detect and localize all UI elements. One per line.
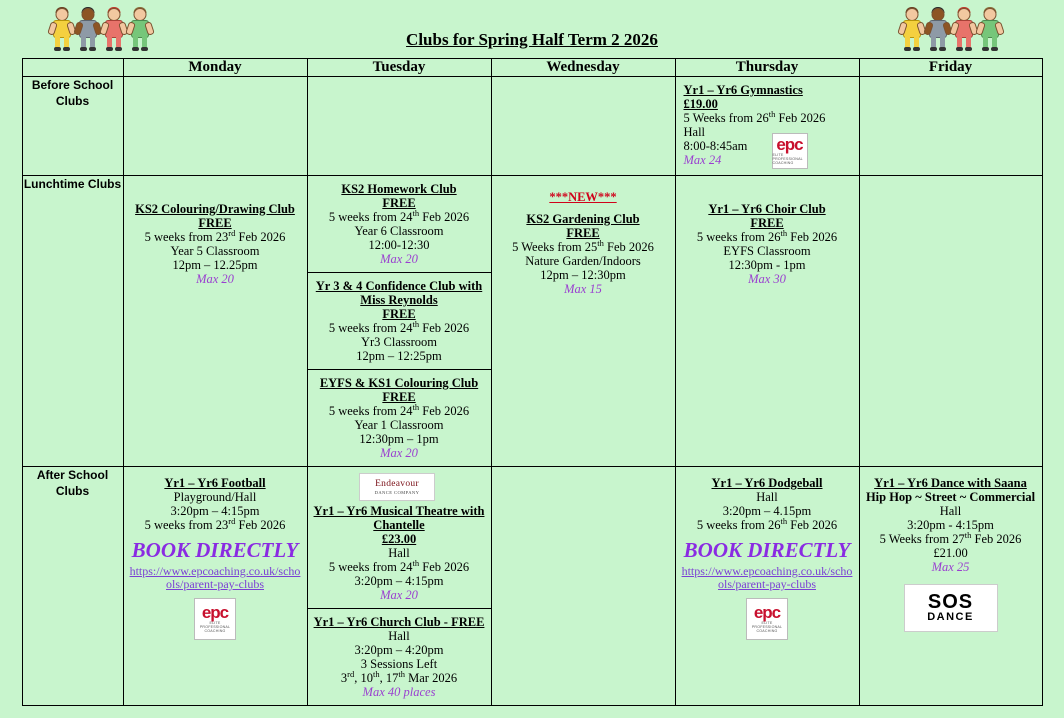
children-clipart-right <box>900 8 1002 52</box>
sos-logo-line1: SOS <box>927 590 974 613</box>
row-label-lunchtime: Lunchtime Clubs <box>22 176 123 467</box>
club-name: KS2 Homework Club <box>341 182 457 196</box>
club-weeks: 5 weeks from 24th Feb 2026 <box>328 557 470 574</box>
club-gardening <box>492 176 675 302</box>
club-confidence <box>308 272 491 369</box>
club-weeks: 5 Weeks from 25th Feb 2026 <box>512 237 654 254</box>
cell-lunch-tuesday <box>307 176 491 467</box>
club-time: 12:00-12:30 <box>368 238 430 252</box>
club-musical-theatre <box>308 467 491 608</box>
club-price: FREE <box>750 216 784 230</box>
cell-lunch-monday <box>123 176 307 467</box>
club-time: 3:20pm - 4:15pm <box>907 518 994 532</box>
club-weeks: 5 Weeks from 26th Feb 2026 <box>683 108 826 125</box>
club-location: Hall <box>756 490 778 504</box>
club-weeks: 5 weeks from 23rd Feb 2026 <box>144 227 286 244</box>
child-figure-icon <box>926 8 950 52</box>
cell-after-thursday <box>675 467 859 706</box>
club-location: Year 1 Classroom <box>354 418 444 432</box>
club-location: Hall <box>388 629 410 643</box>
club-dance <box>860 467 1042 638</box>
club-time: 12pm – 12:25pm <box>356 349 442 363</box>
club-location: Year 5 Classroom <box>170 244 260 258</box>
cell-lunch-wednesday <box>491 176 675 467</box>
club-location: Hall <box>683 125 706 139</box>
club-name: Yr1 – Yr6 Dance with Saana <box>874 476 1027 490</box>
child-figure-icon <box>900 8 924 52</box>
page-header <box>0 0 1064 58</box>
cell-after-monday <box>123 467 307 706</box>
club-location: EYFS Classroom <box>723 244 811 258</box>
table-row-before-school <box>22 77 1042 176</box>
epc-logo-icon: epc ELITE PROFESSIONAL COACHING <box>746 598 788 640</box>
table-corner-cell <box>22 59 123 77</box>
page-title: Clubs for Spring Half Term 2 2026 <box>406 30 658 49</box>
club-time: 12:30pm - 1pm <box>728 258 806 272</box>
club-weeks: 5 weeks from 24th Feb 2026 <box>328 318 470 335</box>
club-weeks: 5 weeks from 26th Feb 2026 <box>696 227 838 244</box>
club-name: EYFS & KS1 Colouring Club <box>319 376 479 390</box>
club-time: 3:20pm – 4:15pm <box>354 574 444 588</box>
club-location: Nature Garden/Indoors <box>525 254 641 268</box>
club-max: Max 40 places <box>362 685 436 699</box>
child-figure-icon <box>978 8 1002 52</box>
club-choir <box>676 176 859 292</box>
club-price: FREE <box>382 307 416 321</box>
cell-before-tuesday <box>307 77 491 176</box>
cell-after-tuesday <box>307 467 491 706</box>
club-location: Hall <box>388 546 410 560</box>
club-location: Yr3 Classroom <box>360 335 438 349</box>
cell-lunch-friday <box>859 176 1042 467</box>
club-price: £19.00 <box>683 97 718 111</box>
club-price: FREE <box>198 216 232 230</box>
club-time: 12:30pm – 1pm <box>359 432 439 446</box>
club-weeks: 5 weeks from 24th Feb 2026 <box>328 401 470 418</box>
row-label-before-school: Before School Clubs <box>22 77 123 176</box>
club-max: Max 20 <box>196 272 234 286</box>
sos-dance-logo-icon <box>904 584 998 632</box>
club-style: Hip Hop ~ Street ~ Commercial <box>865 490 1036 504</box>
cell-after-friday <box>859 467 1042 706</box>
club-location: Year 6 Classroom <box>354 224 444 238</box>
club-name: Yr1 – Yr6 Dodgeball <box>711 476 823 490</box>
cell-after-wednesday <box>491 467 675 706</box>
club-max: Max 20 <box>380 588 418 602</box>
club-name: Yr1 – Yr6 Church Club - FREE <box>313 615 485 629</box>
club-time: 12pm – 12.25pm <box>172 258 258 272</box>
club-time: 3:20pm – 4:20pm <box>354 643 444 657</box>
club-colouring-drawing <box>124 176 307 292</box>
club-dodgeball <box>676 467 859 646</box>
cell-before-thursday <box>675 77 859 176</box>
club-time: 3:20pm – 4:15pm <box>170 504 260 518</box>
column-header-wednesday: Wednesday <box>491 59 675 77</box>
new-badge: ***NEW*** <box>549 190 617 204</box>
column-header-tuesday: Tuesday <box>307 59 491 77</box>
row-label-after-school: After School Clubs <box>22 467 123 706</box>
sos-logo-line2: DANCE <box>927 610 974 623</box>
cell-before-monday <box>123 77 307 176</box>
club-weeks: 5 weeks from 23rd Feb 2026 <box>144 515 286 532</box>
club-time: 8:00-8:45am <box>683 139 748 153</box>
club-location: Playground/Hall <box>173 490 257 504</box>
book-directly-text: BOOK DIRECTLY <box>131 538 299 562</box>
club-name: KS2 Gardening Club <box>526 212 640 226</box>
club-price: FREE <box>566 226 600 240</box>
club-time: 12pm – 12:30pm <box>540 268 626 282</box>
cell-lunch-thursday <box>675 176 859 467</box>
club-name: Yr1 – Yr6 Musical Theatre with Chantelle <box>313 504 485 532</box>
club-eyfs-ks1-colouring <box>308 369 491 466</box>
club-name: KS2 Colouring/Drawing Club <box>135 202 295 216</box>
club-price: £23.00 <box>381 532 417 546</box>
club-price: £21.00 <box>933 546 968 560</box>
book-directly-text: BOOK DIRECTLY <box>683 538 851 562</box>
club-price: FREE <box>382 196 416 210</box>
club-weeks: 5 weeks from 26th Feb 2026 <box>696 515 838 532</box>
booking-link[interactable]: https://www.epcoaching.co.uk/schools/parent-pay-clubs <box>129 563 301 592</box>
club-football <box>124 467 307 646</box>
club-weeks: 5 weeks from 24th Feb 2026 <box>328 207 470 224</box>
table-header-row <box>22 59 1042 77</box>
epc-logo-icon: epc ELITE PROFESSIONAL COACHING <box>772 133 808 169</box>
club-max: Max 20 <box>380 446 418 460</box>
column-header-thursday: Thursday <box>675 59 859 77</box>
club-name: Yr1 – Yr6 Gymnastics <box>683 83 803 97</box>
club-price: FREE <box>382 390 416 404</box>
cell-before-friday <box>859 77 1042 176</box>
club-dates: 3rd, 10th, 17th Mar 2026 <box>340 668 458 685</box>
child-figure-icon <box>952 8 976 52</box>
endeavour-dance-logo-icon: Endeavour DANCE COMPANY <box>359 473 435 501</box>
club-church <box>308 608 491 705</box>
club-location: Hall <box>939 504 962 518</box>
club-max: Max 15 <box>564 282 602 296</box>
club-max: Max 24 <box>683 153 722 167</box>
clubs-table <box>22 58 1043 706</box>
club-name: Yr 3 & 4 Confidence Club with Miss Reynolds <box>315 279 483 307</box>
club-max: Max 25 <box>931 560 970 574</box>
booking-link[interactable]: https://www.epcoaching.co.uk/schools/parent-pay-clubs <box>681 563 853 592</box>
epc-logo-icon: epc ELITE PROFESSIONAL COACHING <box>194 598 236 640</box>
column-header-friday: Friday <box>859 59 1042 77</box>
club-gymnastics <box>676 77 859 175</box>
club-max: Max 20 <box>380 252 418 266</box>
column-header-monday: Monday <box>123 59 307 77</box>
club-sessions: 3 Sessions Left <box>360 657 438 671</box>
club-weeks: 5 Weeks from 27th Feb 2026 <box>879 529 1022 546</box>
club-time: 3:20pm – 4.15pm <box>722 504 812 518</box>
table-row-lunchtime <box>22 176 1042 467</box>
club-max: Max 30 <box>748 272 786 286</box>
club-ks2-homework <box>308 176 491 272</box>
cell-before-wednesday <box>491 77 675 176</box>
club-name: Yr1 – Yr6 Choir Club <box>708 202 826 216</box>
table-row-after-school <box>22 467 1042 706</box>
club-name: Yr1 – Yr6 Football <box>164 476 266 490</box>
